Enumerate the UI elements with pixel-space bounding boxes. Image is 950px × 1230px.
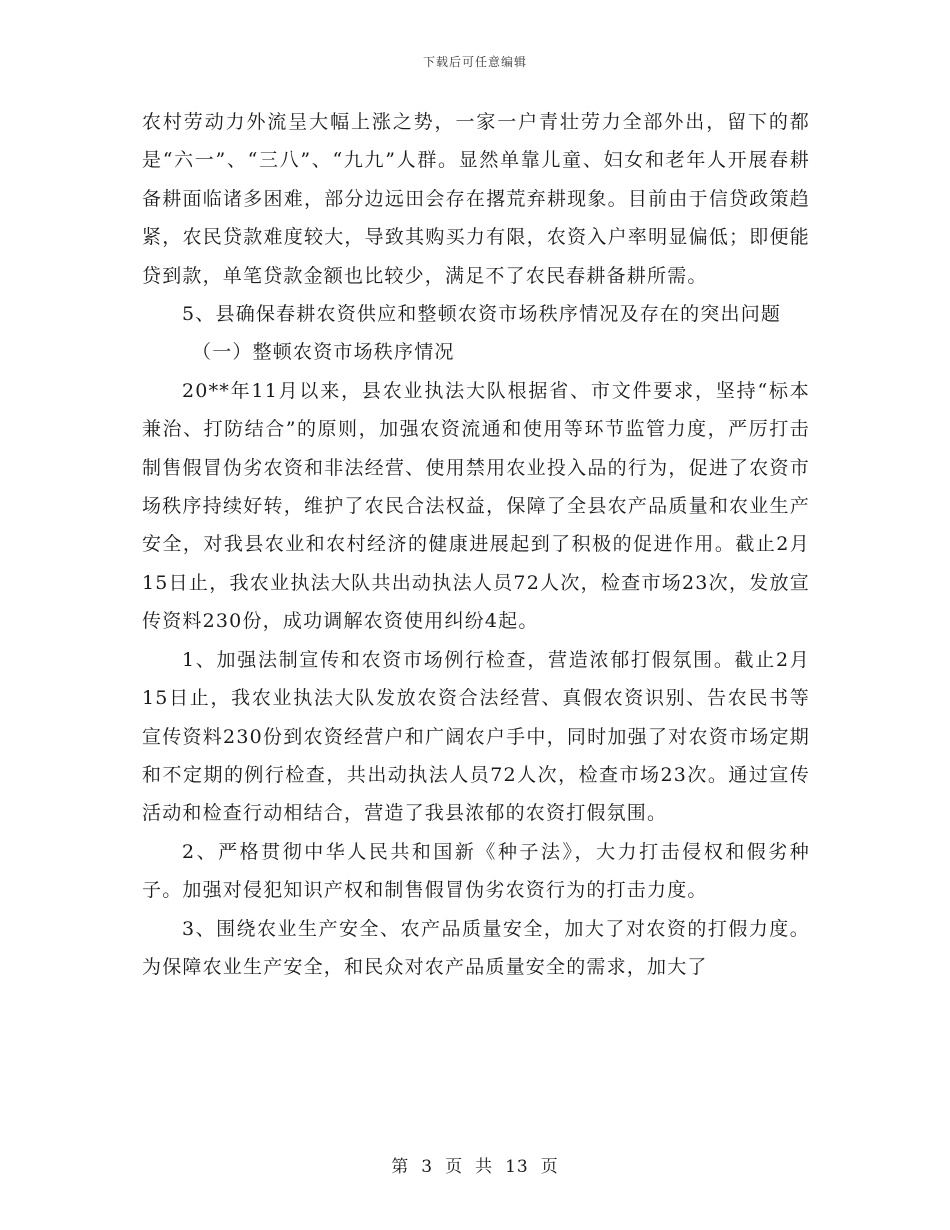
current-page-number: 3 bbox=[421, 1157, 434, 1177]
paragraph-item-1: 1、加强法制宣传和农资市场例行检查，营造浓郁打假氛围。截止2月15日止，我农业执法大队发放农资合法经营、真假农资识别、告农民书等宣传资料230份到农资经营户和广阔农户手中，同时加强了对农资市场定期和不定期的例行检查，共出动执法人员72人次，检查市场23次。通过宣传活动和检查行动相结合，营造了我县浓郁的农资打假氛围。 bbox=[142, 648, 810, 825]
page-header-note: 下载后可任意编辑 bbox=[422, 55, 527, 69]
page-footer bbox=[0, 1152, 950, 1177]
footer-word-gong: 共 bbox=[475, 1157, 494, 1177]
total-page-count: 13 bbox=[505, 1157, 529, 1177]
footer-word-ye-2: 页 bbox=[540, 1157, 559, 1177]
subsection-heading-1: （一）整顿农资市场秩序情况 bbox=[192, 341, 455, 364]
paragraph-rural-labor: 农村劳动力外流呈大幅上涨之势，一家一户青壮劳力全部外出，留下的都是“六一”、“三八”、“九九”人群。显然单靠儿童、妇女和老年人开展春耕备耕面临诸多困难，部分边远田会存在撂荒弃耕现象。目前由于信贷政策趋紧，农民贷款难度较大，导致其购买力有限，农资入户率明显偏低；即便能贷到款，单笔贷款金额也比较少，满足不了农民春耕备耕所需。 bbox=[142, 111, 810, 287]
paragraph-market-order: 20**年11月以来，县农业执法大队根据省、市文件要求，坚持“标本兼治、打防结合”的原则，加强农资流通和使用等环节监管力度，严厉打击制售假冒伪劣农资和非法经营、使用禁用农业投入品的行为，促进了农资市场秩序持续好转，维护了农民合法权益，保障了全县农产品质量和农业生产安全，对我县农业和农村经济的健康进展起到了积极的促进作用。截止2月15日止，我农业执法大队共出动执法人员72人次，检查市场23次，发放宣传资料230份，成功调解农资使用纠纷4起。 bbox=[142, 379, 810, 633]
paragraph-item-3: 3、围绕农业生产安全、农产品质量安全，加大了对农资的打假力度。为保障农业生产安全，和民众对农产品质量安全的需求，加大了 bbox=[142, 917, 810, 978]
footer-word-ye: 页 bbox=[445, 1157, 464, 1177]
section-heading-5: 5、县确保春耕农资供应和整顿农资市场秩序情况及存在的突出问题 bbox=[182, 303, 782, 326]
footer-word-di: 第 bbox=[391, 1157, 410, 1177]
paragraph-item-2: 2、严格贯彻中华人民共和国新《种子法》，大力打击侵权和假劣种子。加强对侵犯知识产权和制售假冒伪劣农资行为的打击力度。 bbox=[142, 840, 810, 902]
document-body bbox=[142, 103, 810, 986]
